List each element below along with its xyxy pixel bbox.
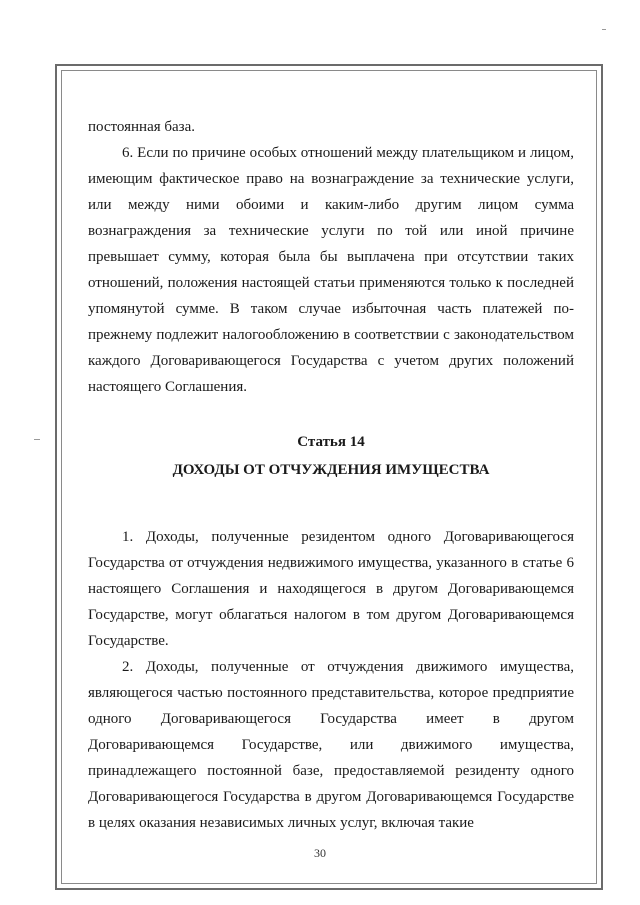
margin-mark	[602, 29, 606, 30]
paragraph-item-6: 6. Если по причине особых отношений между плательщиком и лицом, имеющим фактическое право на вознаграждение за технические услуги, или между ними обоими и каким-либо другим лицом сумма вознаграждения за технические услуги по той или иной причине превышает сумму, которая была бы выплачена при отсутствии таких отношений, положения настоящей статьи применяются только к последней упомянутой сумме. В таком случае избыточная часть платежей по-прежнему подлежит налогообложению в соответствии с законодательством каждого Договаривающегося Государства с учетом других положений настоящего Соглашения.	[88, 145, 574, 395]
article-number: Статья 14	[297, 434, 365, 450]
paragraph-item-2: 2. Доходы, полученные от отчуждения движимого имущества, являющегося частью постоянного представительства, которое предприятие одного Договаривающегося Государства имеет в другом Договаривающемся Государстве, или движимого имущества, принадлежащего постоянной базе, предоставляемой резиденту одного Договаривающегося Государства в другом Договаривающемся Государстве в целях оказания независимых личных услуг, включая такие	[88, 659, 574, 831]
paragraph-item-1: 1. Доходы, полученные резидентом одного Договаривающегося Государства от отчуждения недвижимого имущества, указанного в статье 6 настоящего Соглашения и находящегося в другом Договаривающемся Государстве, могут облагаться налогом в том другом Договаривающемся Государстве.	[88, 529, 574, 649]
article-title: ДОХОДЫ ОТ ОТЧУЖДЕНИЯ ИМУЩЕСТВА	[172, 462, 490, 478]
margin-mark	[34, 439, 40, 440]
page-number: 30	[314, 846, 326, 860]
document-body	[88, 114, 574, 836]
paragraph-continuation: постоянная база.	[88, 119, 196, 135]
